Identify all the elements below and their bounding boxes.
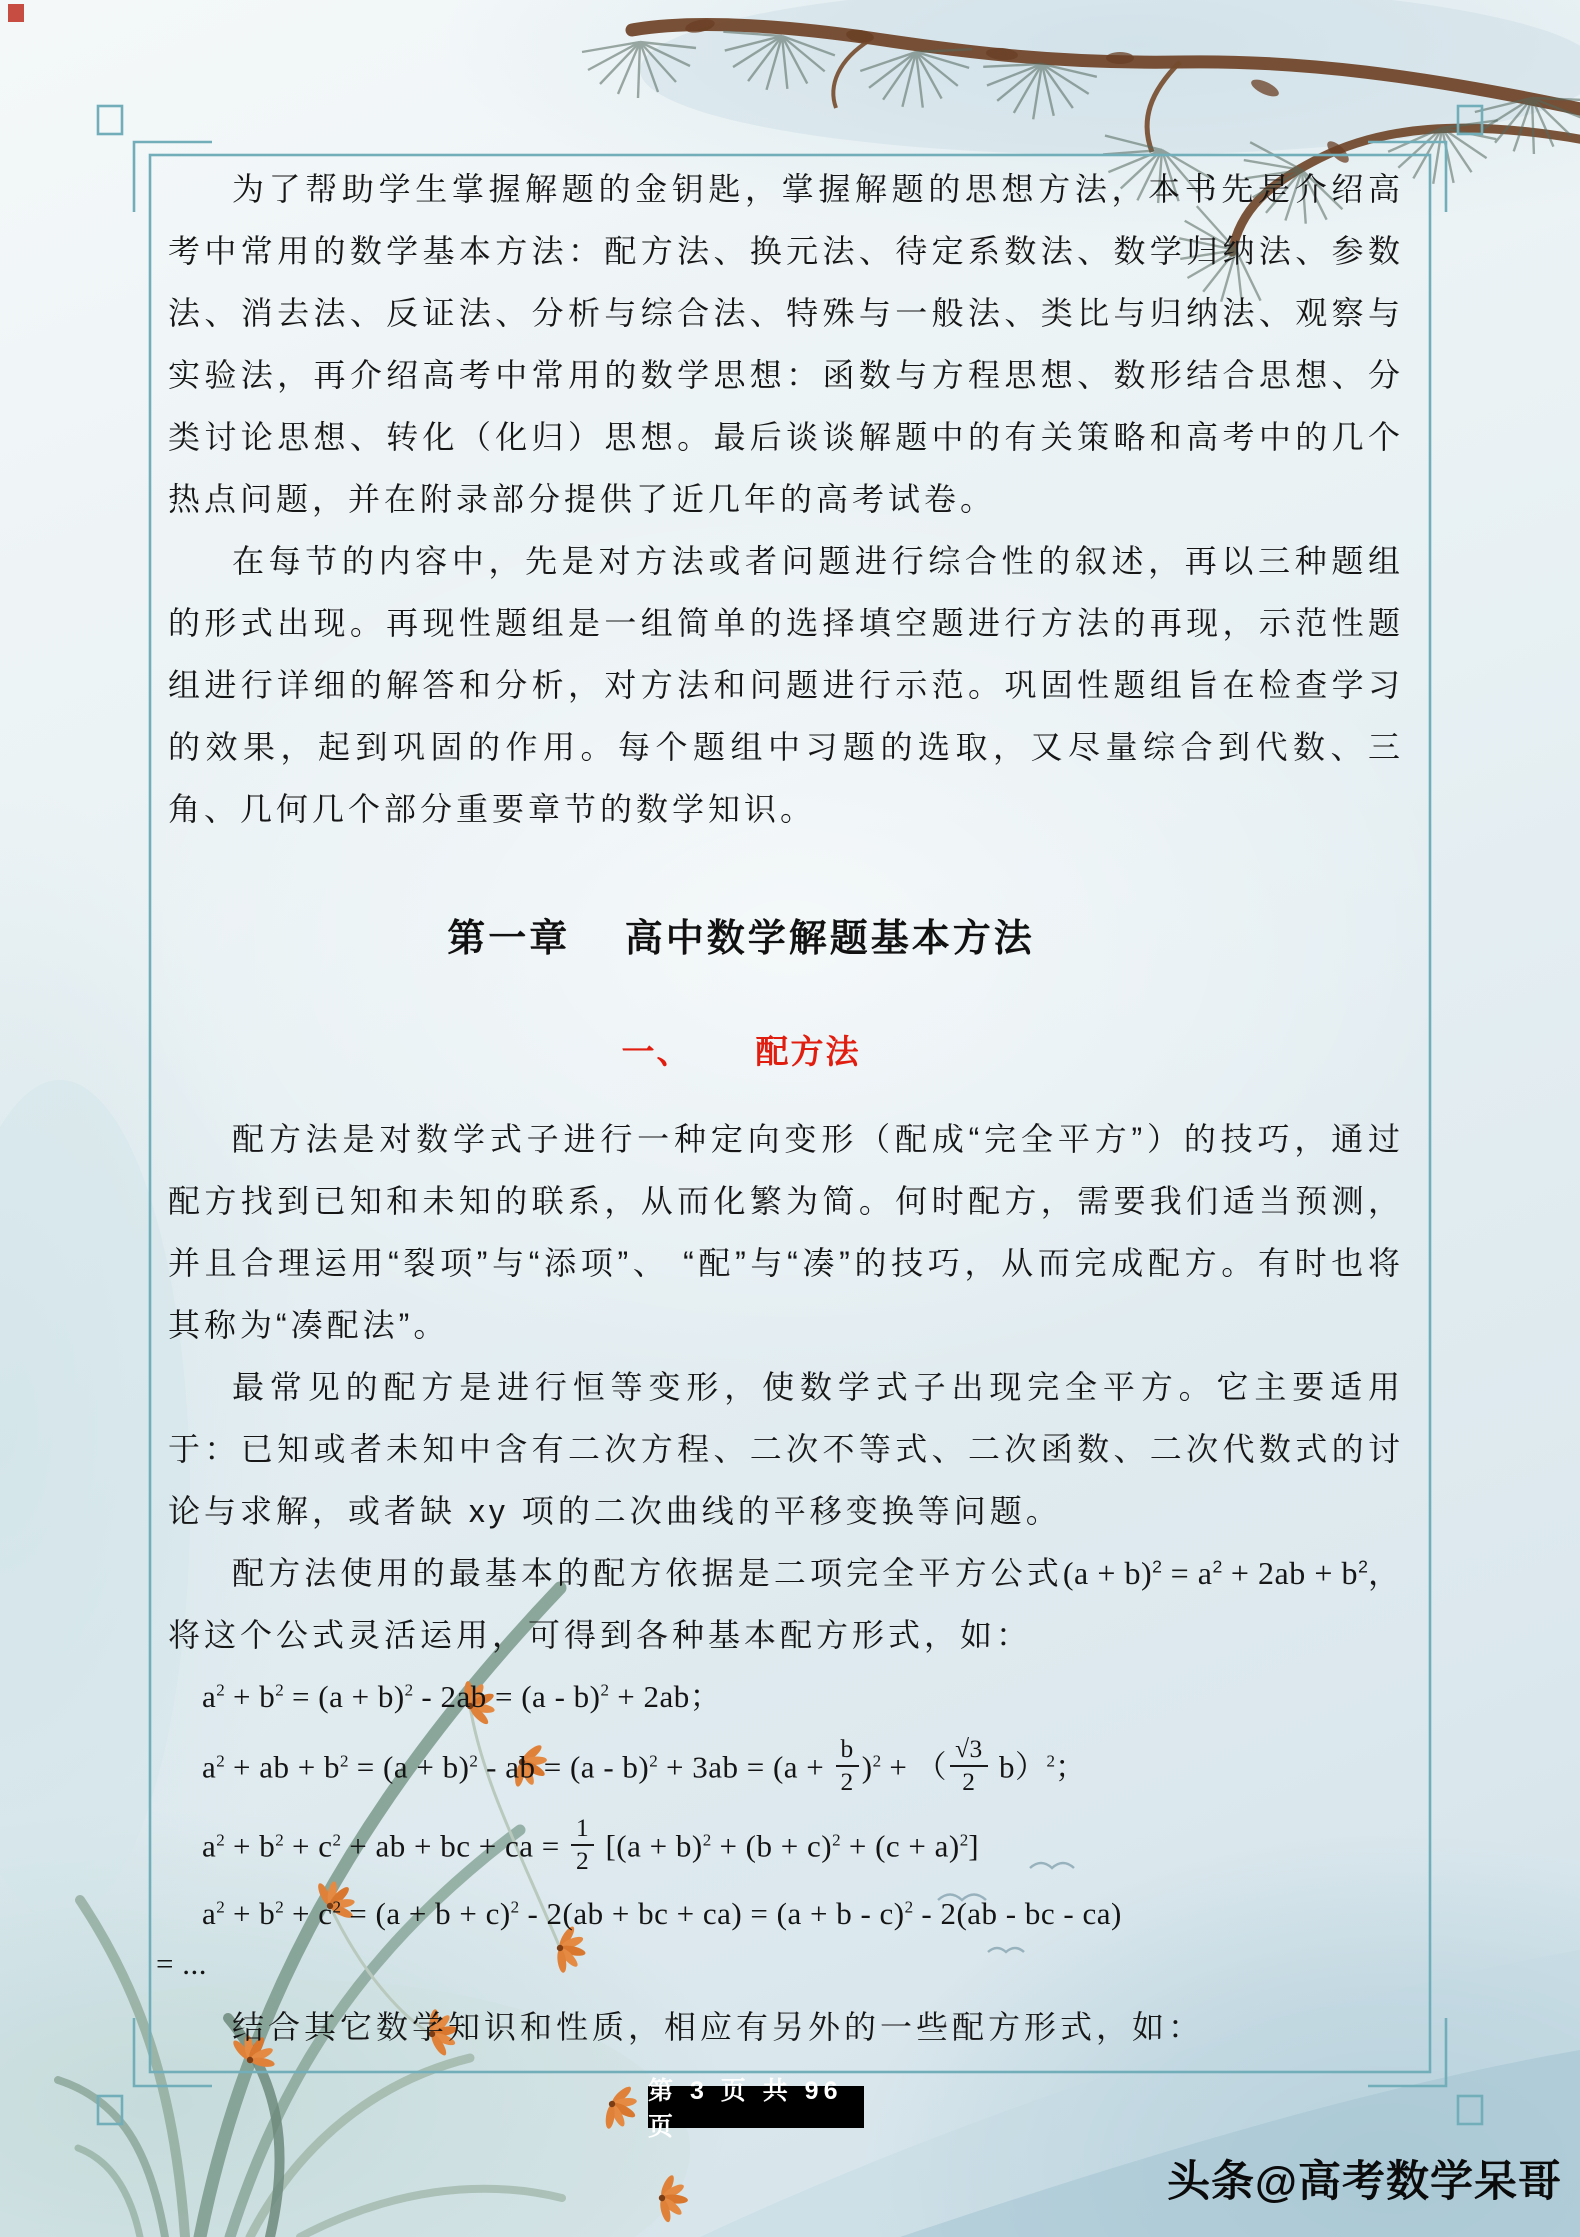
section-title xyxy=(168,1031,1314,1074)
paragraph-method-intro: 配方法是对数学式子进行一种定向变形（配成“完全平方”）的技巧，通过配方找到已知和未知的联系，从而化繁为简。何时配方，需要我们适当预测，并且合理运用“裂项”与“添项”、 “配”与“凑”的技巧，从而完成配方。有时也将其称为“凑配法”。 xyxy=(168,1121,1404,1344)
page-content xyxy=(156,158,1404,2058)
intro-paragraph-2: 在每节的内容中，先是对方法或者问题进行综合性的叙述，再以三种题组的形式出现。再现性题组是一组简单的选择填空题进行方法的再现，示范性题组进行详细的解答和分析，对方法和问题进行示范。巩固性题组旨在检查学习的效果，起到巩固的作用。每个题组中习题的选取，又尽量综合到代数、三角、几何几个部分重要章节的数学知识。 xyxy=(168,543,1404,827)
page-number-text: 第 3 页 共 96 页 xyxy=(648,2077,843,2141)
chapter-title: 第一章 高中数学解题基本方法 xyxy=(447,918,1035,960)
intro-paragraph-1: 为了帮助学生掌握解题的金钥匙，掌握解题的思想方法，本书先是介绍高考中常用的数学基本方法：配方法、换元法、待定系数法、数学归纳法、参数法、消去法、反证法、分析与综合法、特殊与一般法、类比与归纳法、观察与实验法，再介绍高考中常用的数学思想：函数与方程思想、数形结合思想、分类讨论思想、转化（化归）思想。最后谈谈解题中的有关策略和高考中的几个热点问题，并在附录部分提供了近几年的高考试卷。 xyxy=(168,171,1404,517)
section-number: 一、 xyxy=(621,1033,692,1071)
formula-line-4: $a^2 + b^2 + c^2 = (a + b + c)^2 - 2(ab$ + bc + $ca) = (a + b - c)^2 - 2(ab$ - bc - ca) xyxy=(202,1895,1122,1931)
formula-line-4-continuation: = ... xyxy=(156,1946,207,1982)
section-name: 配方法 xyxy=(755,1033,861,1071)
watermark-text: 头条@高考数学呆哥 xyxy=(1167,2158,1562,2206)
formula-line-1: $a^2 + b^2 = (a + b)^2 - 2ab = (a - b)^2 + 2ab$； xyxy=(202,1679,722,1715)
paragraph-basic-identity: 配方法使用的最基本的配方依据是二项完全平方公式$(a + b)^2 = a^2 + 2ab + b^2$，将这个公式灵活运用，可得到各种基本配方形式，如： xyxy=(168,1555,1404,1654)
page-number-footer xyxy=(648,2077,864,2141)
paragraph-other-forms: 结合其它数学知识和性质，相应有另外的一些配方形式，如： xyxy=(232,2009,1205,2046)
formula-line-2: $a^2$ + ab + $b^2 = (a + b)^2$ - ab = (a - b)$^2$ + 3ab = (a + $\frac{b}{2}$ )$^2$ + （ $\frac{√3}{2}$ b）$^2$； xyxy=(202,1734,1087,1797)
paragraph-common-use: 最常见的配方是进行恒等变形，使数学式子出现完全平方。它主要适用于：已知或者未知中含有二次方程、二次不等式、二次函数、二次代数式的讨论与求解，或者缺 xy 项的二次曲线的平移变换等问题。 xyxy=(168,1369,1404,1530)
formula-line-3: $a^2 + b^2 + c^2$ + ab + bc + ca = $\frac{1}{2}$ $[(a + b)^2 + (b + c)^2 + (c + a)^2]$ xyxy=(202,1813,980,1876)
